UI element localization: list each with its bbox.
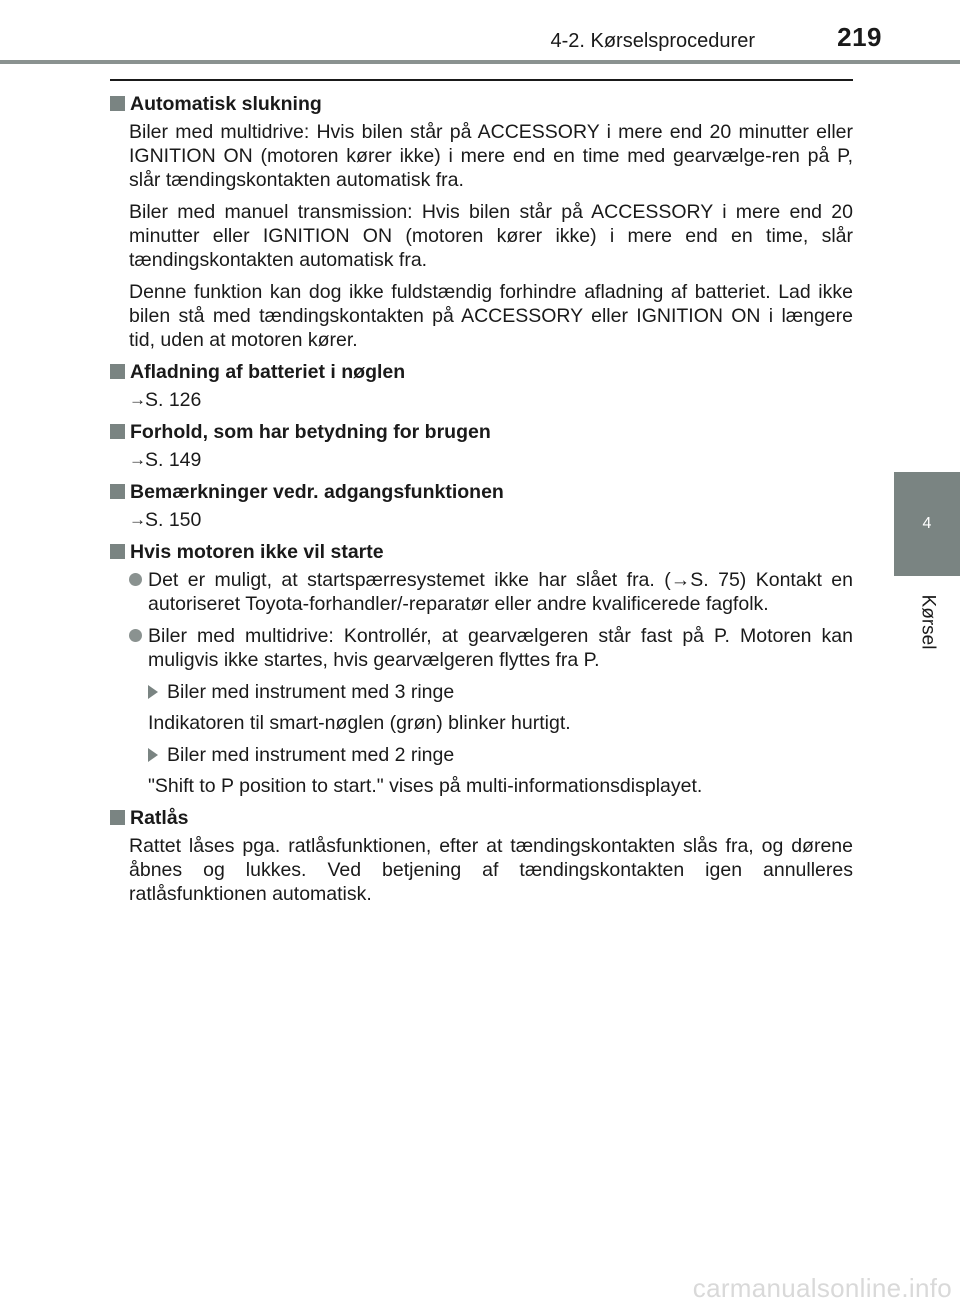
chapter-tab[interactable] [894, 472, 960, 576]
heading-text: Hvis motoren ikke vil starte [130, 541, 384, 563]
header-rule [0, 60, 960, 64]
square-bullet-icon [110, 544, 125, 559]
heading-text: Bemærkninger vedr. adgangsfunktionen [130, 481, 504, 503]
paragraph: Rattet låses pga. ratlåsfunktionen, efter at tændingskontakten slås fra, og dørene åbnes og lukkes. Ved betjening af tændingskontakten igen annulleres ratlåsfunktionen automatisk. [129, 835, 853, 905]
chapter-label [910, 580, 944, 664]
heading-text: Ratlås [130, 807, 189, 829]
arrow-right-icon: → [129, 510, 146, 529]
square-bullet-icon [110, 484, 125, 499]
triangle-bullet-icon [148, 748, 158, 762]
heading-text: Automatisk slukning [130, 93, 322, 115]
list-item [110, 624, 853, 672]
reference-text: S. 149 [145, 449, 202, 471]
square-bullet-icon [110, 364, 125, 379]
sub-item-label: Biler med instrument med 2 ringe [167, 744, 455, 766]
page-header [0, 0, 960, 62]
sub-paragraph: "Shift to P position to start." vises på multi-informationsdisplayet. [148, 775, 703, 797]
heading-text: Forhold, som har betydning for brugen [130, 421, 491, 443]
sub-item-label: Biler med instrument med 3 ringe [167, 681, 455, 703]
reference-text: S. 150 [145, 509, 202, 531]
section-heading [110, 420, 853, 444]
circle-bullet-icon [129, 573, 142, 586]
triangle-bullet-icon [148, 685, 158, 699]
chapter-label-text: Kørsel [917, 594, 938, 650]
page-number: 219 [837, 22, 882, 52]
heading-text: Afladning af batteriet i nøglen [130, 361, 406, 383]
page-reference[interactable] [110, 388, 853, 412]
square-bullet-icon [110, 810, 125, 825]
page-reference[interactable] [110, 508, 853, 532]
paragraph: Denne funktion kan dog ikke fuldstændig forhindre afladning af batteriet. Lad ikke bilen stå med tændingskontakten på ACCESSORY eller IGNITION ON i længere tid, uden at motoren kører. [129, 281, 853, 351]
sub-item [110, 743, 853, 767]
list-item-text: Biler med multidrive: Kontrollér, at gearvælgeren står fast på P. Motoren kan muligvis ikke startes, hvis gearvælgeren flyttes fra P. [148, 625, 853, 671]
section-heading [110, 806, 853, 830]
reference-text: S. 126 [145, 389, 202, 411]
section-heading [110, 360, 853, 384]
sub-item [110, 680, 853, 704]
arrow-right-icon: → [129, 390, 146, 409]
square-bullet-icon [110, 96, 125, 111]
circle-bullet-icon [129, 629, 142, 642]
section-title: 4-2. Kørselsprocedurer [550, 30, 755, 52]
watermark: carmanualsonline.info [692, 1273, 952, 1303]
sub-paragraph: Indikatoren til smart-nøglen (grøn) blinker hurtigt. [148, 712, 571, 734]
chapter-number: 4 [922, 515, 932, 532]
square-bullet-icon [110, 424, 125, 439]
section-heading [110, 540, 853, 564]
content-rule [110, 79, 853, 81]
paragraph: Biler med multidrive: Hvis bilen står på ACCESSORY i mere end 20 minutter eller IGNITION ON (motoren kører ikke) i mere end en time med gearvælge-ren på P, slår tændingskontakten automatisk fra. [129, 121, 853, 191]
page-content [110, 92, 853, 914]
arrow-right-icon: → [129, 450, 146, 469]
section-heading [110, 92, 853, 116]
section-heading [110, 480, 853, 504]
list-item [110, 568, 853, 616]
paragraph: Biler med manuel transmission: Hvis bilen står på ACCESSORY i mere end 20 minutter eller IGNITION ON (motoren kører ikke) i mere end en time, slår tændingskontakten automatisk fra. [129, 201, 853, 271]
list-item-text: Det er muligt, at startspærresystemet ikke har slået fra. (→S. 75) Kontakt en autoriseret Toyota-forhandler/-reparatør eller andre kvalificerede fagfolk. [148, 569, 853, 615]
page-reference[interactable] [110, 448, 853, 472]
